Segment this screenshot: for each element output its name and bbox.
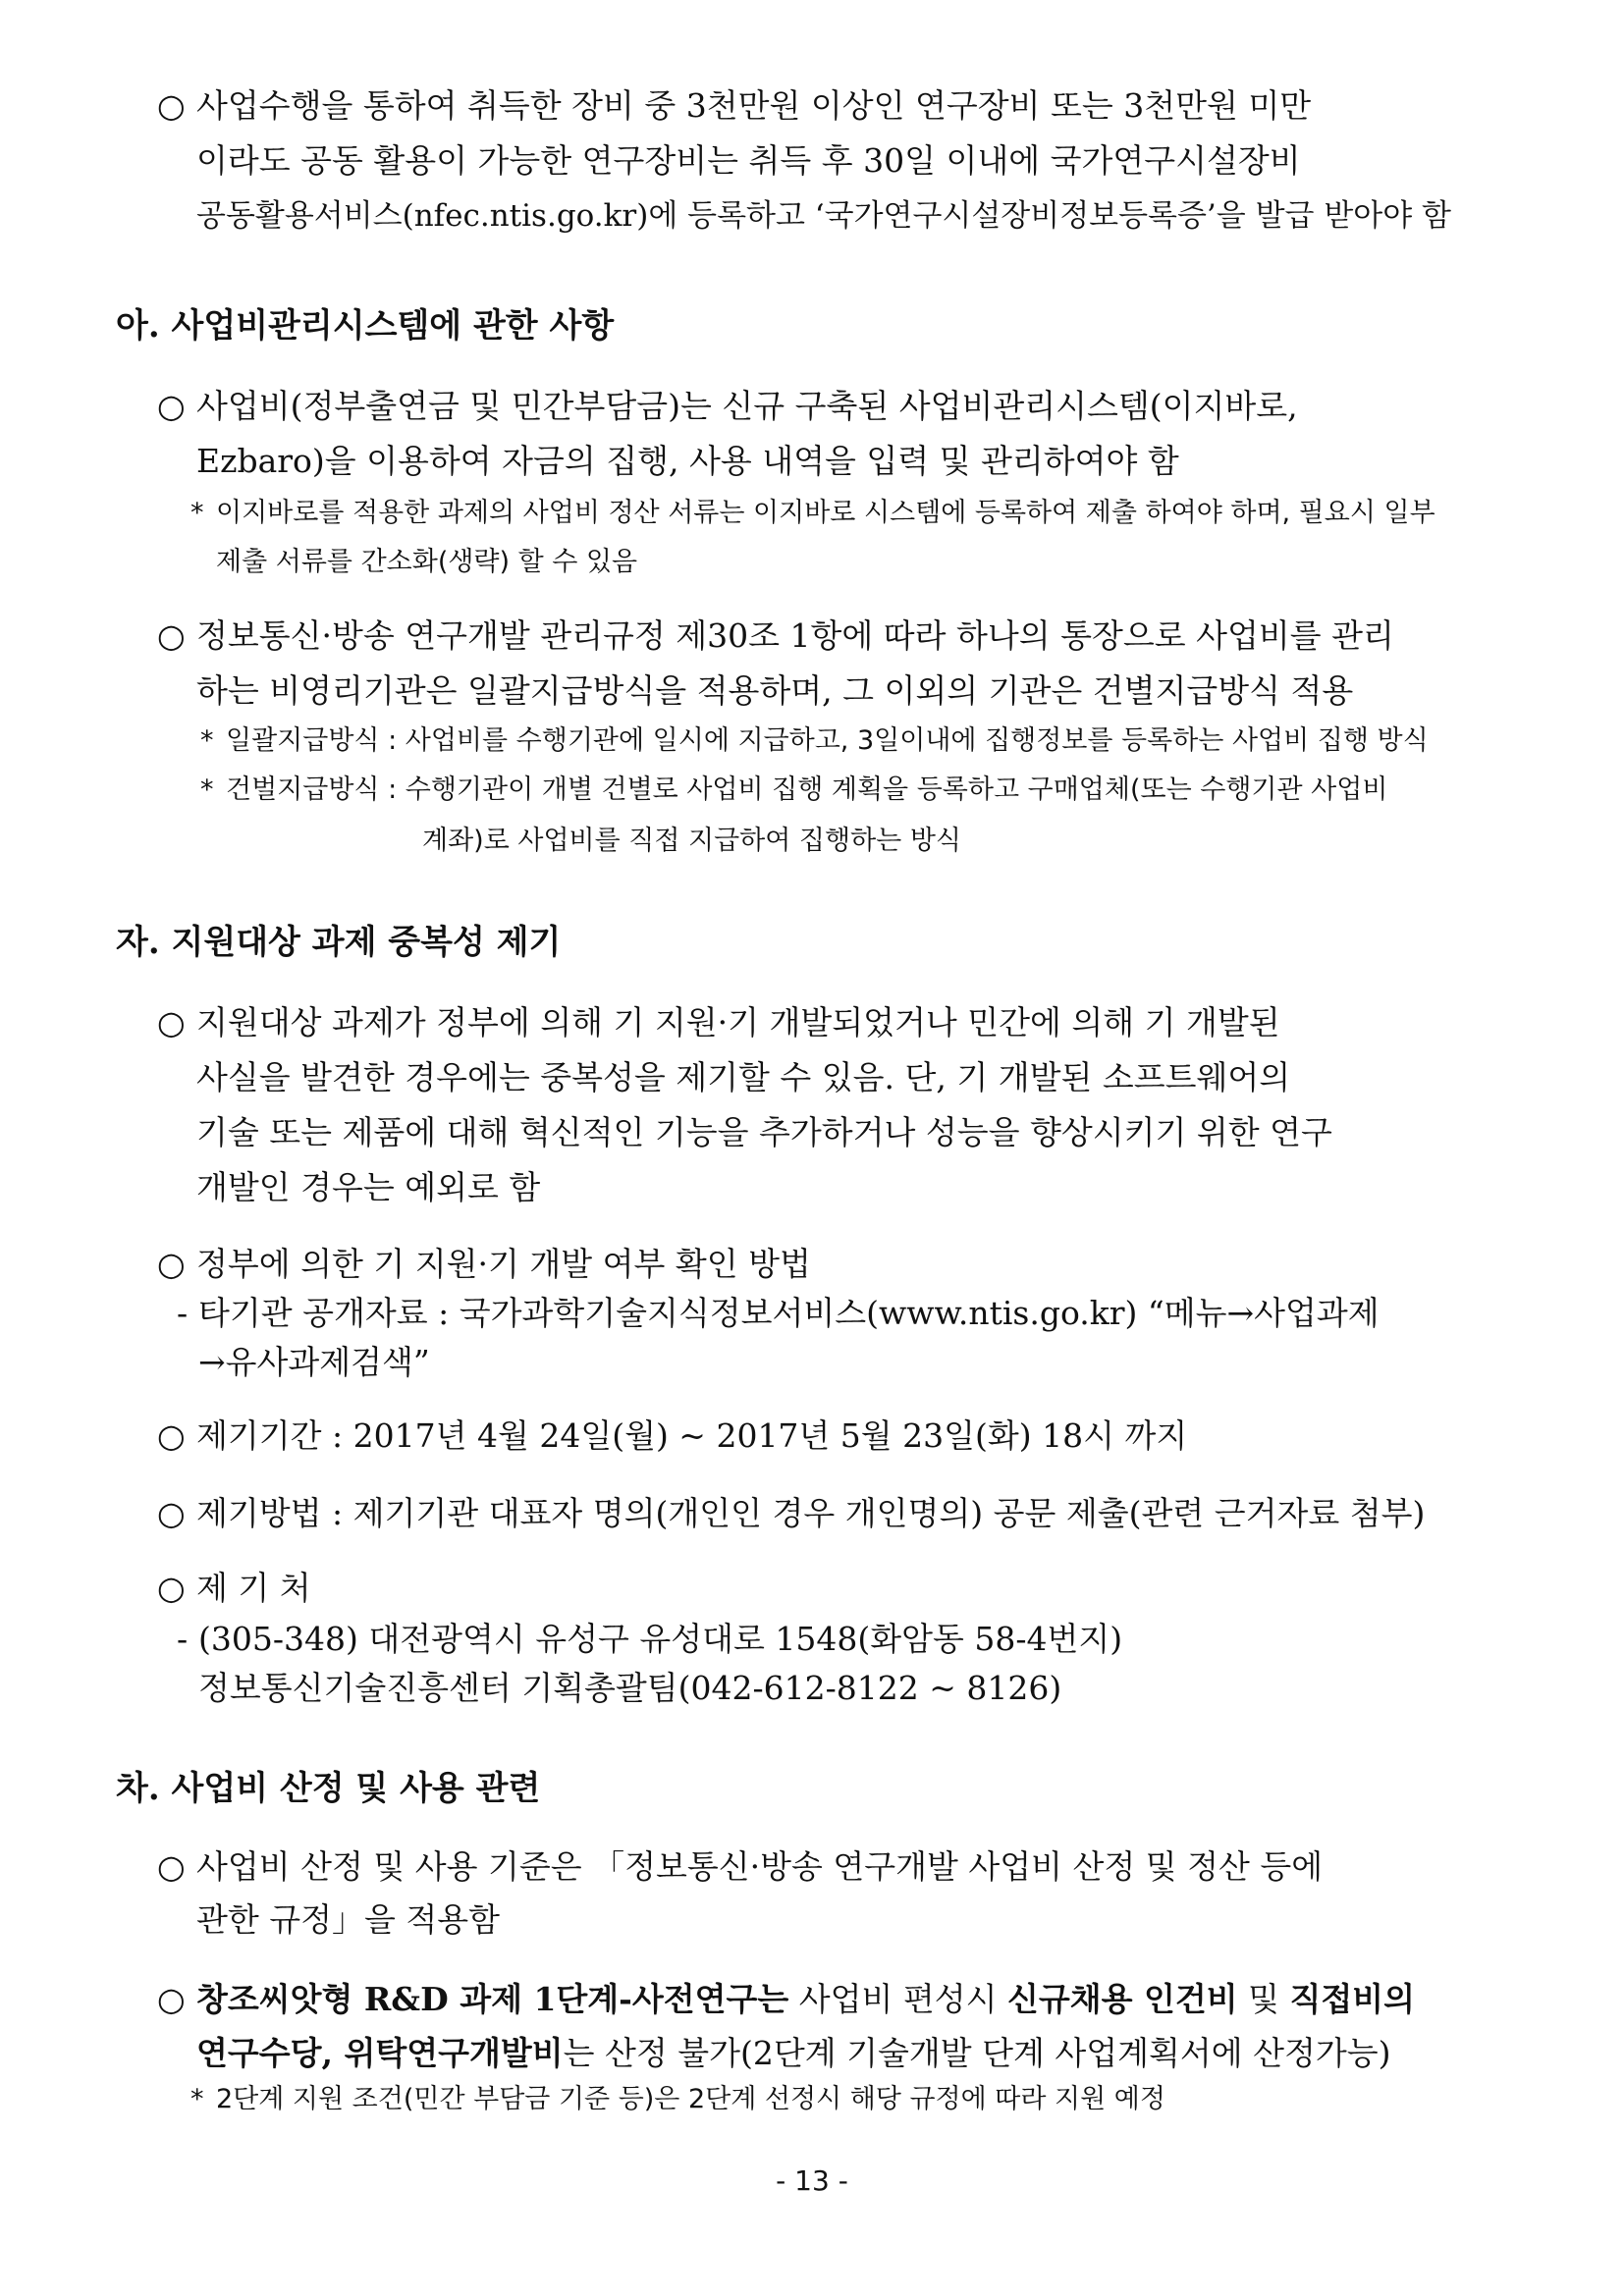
text: 건벌지급방식 : 수행기관이 개별 건별로 사업비 집행 계획을 등록하고 구매업체(또는 수행기관 사업비 (226, 774, 1388, 805)
dash-bullet: - (177, 1620, 189, 1658)
circle-bullet: ○ (157, 1416, 186, 1455)
a-note2 (200, 724, 1429, 758)
star-bullet: * (190, 498, 204, 528)
star-bullet: * (190, 2084, 204, 2114)
a-note3-line-2: 계좌)로 사업비를 직접 지급하여 집행하는 방식 (422, 826, 962, 856)
dash-bullet: - (177, 1294, 189, 1332)
star-bullet: * (200, 774, 214, 805)
text: 정보통신·방송 연구개발 관리규정 제30조 1항에 따라 하나의 통장으로 사업비를 관리 (196, 616, 1394, 655)
circle-bullet: ○ (157, 1245, 186, 1283)
ja-item5-sub-line-1 (177, 1620, 1122, 1659)
circle-bullet: ○ (157, 616, 186, 655)
ja-item2-sub-line-2: →유사과제검색” (198, 1343, 430, 1381)
circle-bullet: ○ (157, 86, 186, 125)
a-item2-line-2: 하는 비영리기관은 일괄지급방식을 적용하며, 그 이외의 기관은 건별지급방식 적용 (196, 671, 1354, 710)
cha-item2-line-2 (196, 2034, 1391, 2073)
text: 제기방법 : 제기기관 대표자 명의(개인인 경우 개인명의) 공문 제출(관련 근거자료 첨부) (196, 1494, 1426, 1532)
ja-item1-line-1 (157, 1003, 1280, 1042)
circle-bullet: ○ (157, 1980, 186, 2018)
ja-item1-line-2: 사실을 발견한 경우에는 중복성을 제기할 수 있음. 단, 기 개발된 소프트웨어의 (196, 1058, 1291, 1096)
cha-item1-line-1 (157, 1847, 1323, 1887)
bold-text: 창조씨앗형 R&D 과제 1단계-사전연구는 (196, 1980, 789, 2018)
section-heading-a: 아. 사업비관리시스템에 관한 사항 (116, 306, 615, 346)
circle-bullet: ○ (157, 1847, 186, 1886)
text: 사업비 산정 및 사용 기준은 「정보통신·방송 연구개발 사업비 산정 및 정산 등에 (196, 1847, 1324, 1886)
text: 제 기 처 (196, 1569, 311, 1607)
cha-item1-line-2: 관한 규정」을 적용함 (196, 1900, 501, 1939)
a-item2-line-1 (157, 616, 1394, 656)
bold-text: 신규채용 인건비 (1007, 1980, 1238, 2018)
text: 및 (1237, 1980, 1290, 2018)
text: 제기기간 : 2017년 4월 24일(월) ~ 2017년 5월 23일(화) 18시 까지 (196, 1416, 1188, 1455)
text: (305-348) 대전광역시 유성구 유성대로 1548(화암동 58-4번지) (198, 1620, 1123, 1658)
circle-bullet: ○ (157, 387, 186, 425)
section-heading-ja: 자. 지원대상 과제 중복성 제기 (116, 923, 562, 962)
a-item1-line-1 (157, 387, 1298, 426)
text: 는 산정 불가(2단계 기술개발 단계 사업계획서에 산정가능) (563, 2034, 1391, 2072)
page-number: - 13 - (776, 2164, 848, 2197)
text: 정부에 의한 기 지원·기 개발 여부 확인 방법 (196, 1245, 811, 1283)
bold-text: 직접비의 (1289, 1980, 1416, 2018)
a-note1-line-2: 제출 서류를 간소화(생략) 할 수 있음 (216, 547, 638, 577)
ja-item3 (157, 1416, 1187, 1456)
ja-item1-line-3: 기술 또는 제품에 대해 혁신적인 기능을 추가하거나 성능을 향상시키기 위한 연구 (196, 1113, 1332, 1151)
cha-note1 (190, 2083, 1165, 2116)
circle-bullet: ○ (157, 1569, 186, 1607)
a-note3-line-1 (200, 774, 1387, 807)
text: 2단계 지원 조건(민간 부담금 기준 등)은 2단계 선정시 해당 규정에 따라 지원 예정 (216, 2084, 1165, 2114)
equipment-line-1 (157, 86, 1311, 126)
equipment-line-2: 이라도 공동 활용이 가능한 연구장비는 취득 후 30일 이내에 국가연구시설장비 (196, 141, 1301, 180)
equipment-line-3: 공동활용서비스(nfec.ntis.go.kr)에 등록하고 ‘국가연구시설장비정보등록증’을 발급 받아야 함 (196, 198, 1451, 234)
ja-item5-sub-line-2: 정보통신기술진흥센터 기획총괄팀(042-612-8122 ~ 8126) (198, 1669, 1062, 1707)
a-item1-line-2: Ezbaro)을 이용하여 자금의 집행, 사용 내역을 입력 및 관리하여야 함 (196, 442, 1179, 480)
a-note1-line-1 (190, 497, 1435, 530)
cha-item2-line-1 (157, 1980, 1415, 2019)
ja-item4 (157, 1494, 1425, 1533)
text: 사업수행을 통하여 취득한 장비 중 3천만원 이상인 연구장비 또는 3천만원 미만 (196, 86, 1312, 125)
text: 지원대상 과제가 정부에 의해 기 지원·기 개발되었거나 민간에 의해 기 개발된 (196, 1003, 1280, 1041)
ja-item2-sub-line-1 (177, 1294, 1380, 1333)
text: 일괄지급방식 : 사업비를 수행기관에 일시에 지급하고, 3일이내에 집행정보를 등록하는 사업비 집행 방식 (226, 725, 1429, 756)
bold-text: 연구수당, 위탁연구개발비 (196, 2034, 564, 2072)
text: 타기관 공개자료 : 국가과학기술지식정보서비스(www.ntis.go.kr) “메뉴→사업과제 (198, 1294, 1380, 1332)
ja-item2 (157, 1245, 811, 1284)
star-bullet: * (200, 725, 214, 756)
ja-item1-line-4: 개발인 경우는 예외로 함 (196, 1168, 541, 1206)
circle-bullet: ○ (157, 1003, 186, 1041)
section-heading-cha: 차. 사업비 산정 및 사용 관련 (116, 1769, 541, 1808)
ja-item5 (157, 1569, 311, 1608)
text: 사업비 편성시 (788, 1980, 1008, 2018)
text: 사업비(정부출연금 및 민간부담금)는 신규 구축된 사업비관리시스템(이지바로, (196, 387, 1298, 425)
circle-bullet: ○ (157, 1494, 186, 1532)
text: 이지바로를 적용한 과제의 사업비 정산 서류는 이지바로 시스템에 등록하여 제출 하여야 하며, 필요시 일부 (216, 498, 1435, 528)
